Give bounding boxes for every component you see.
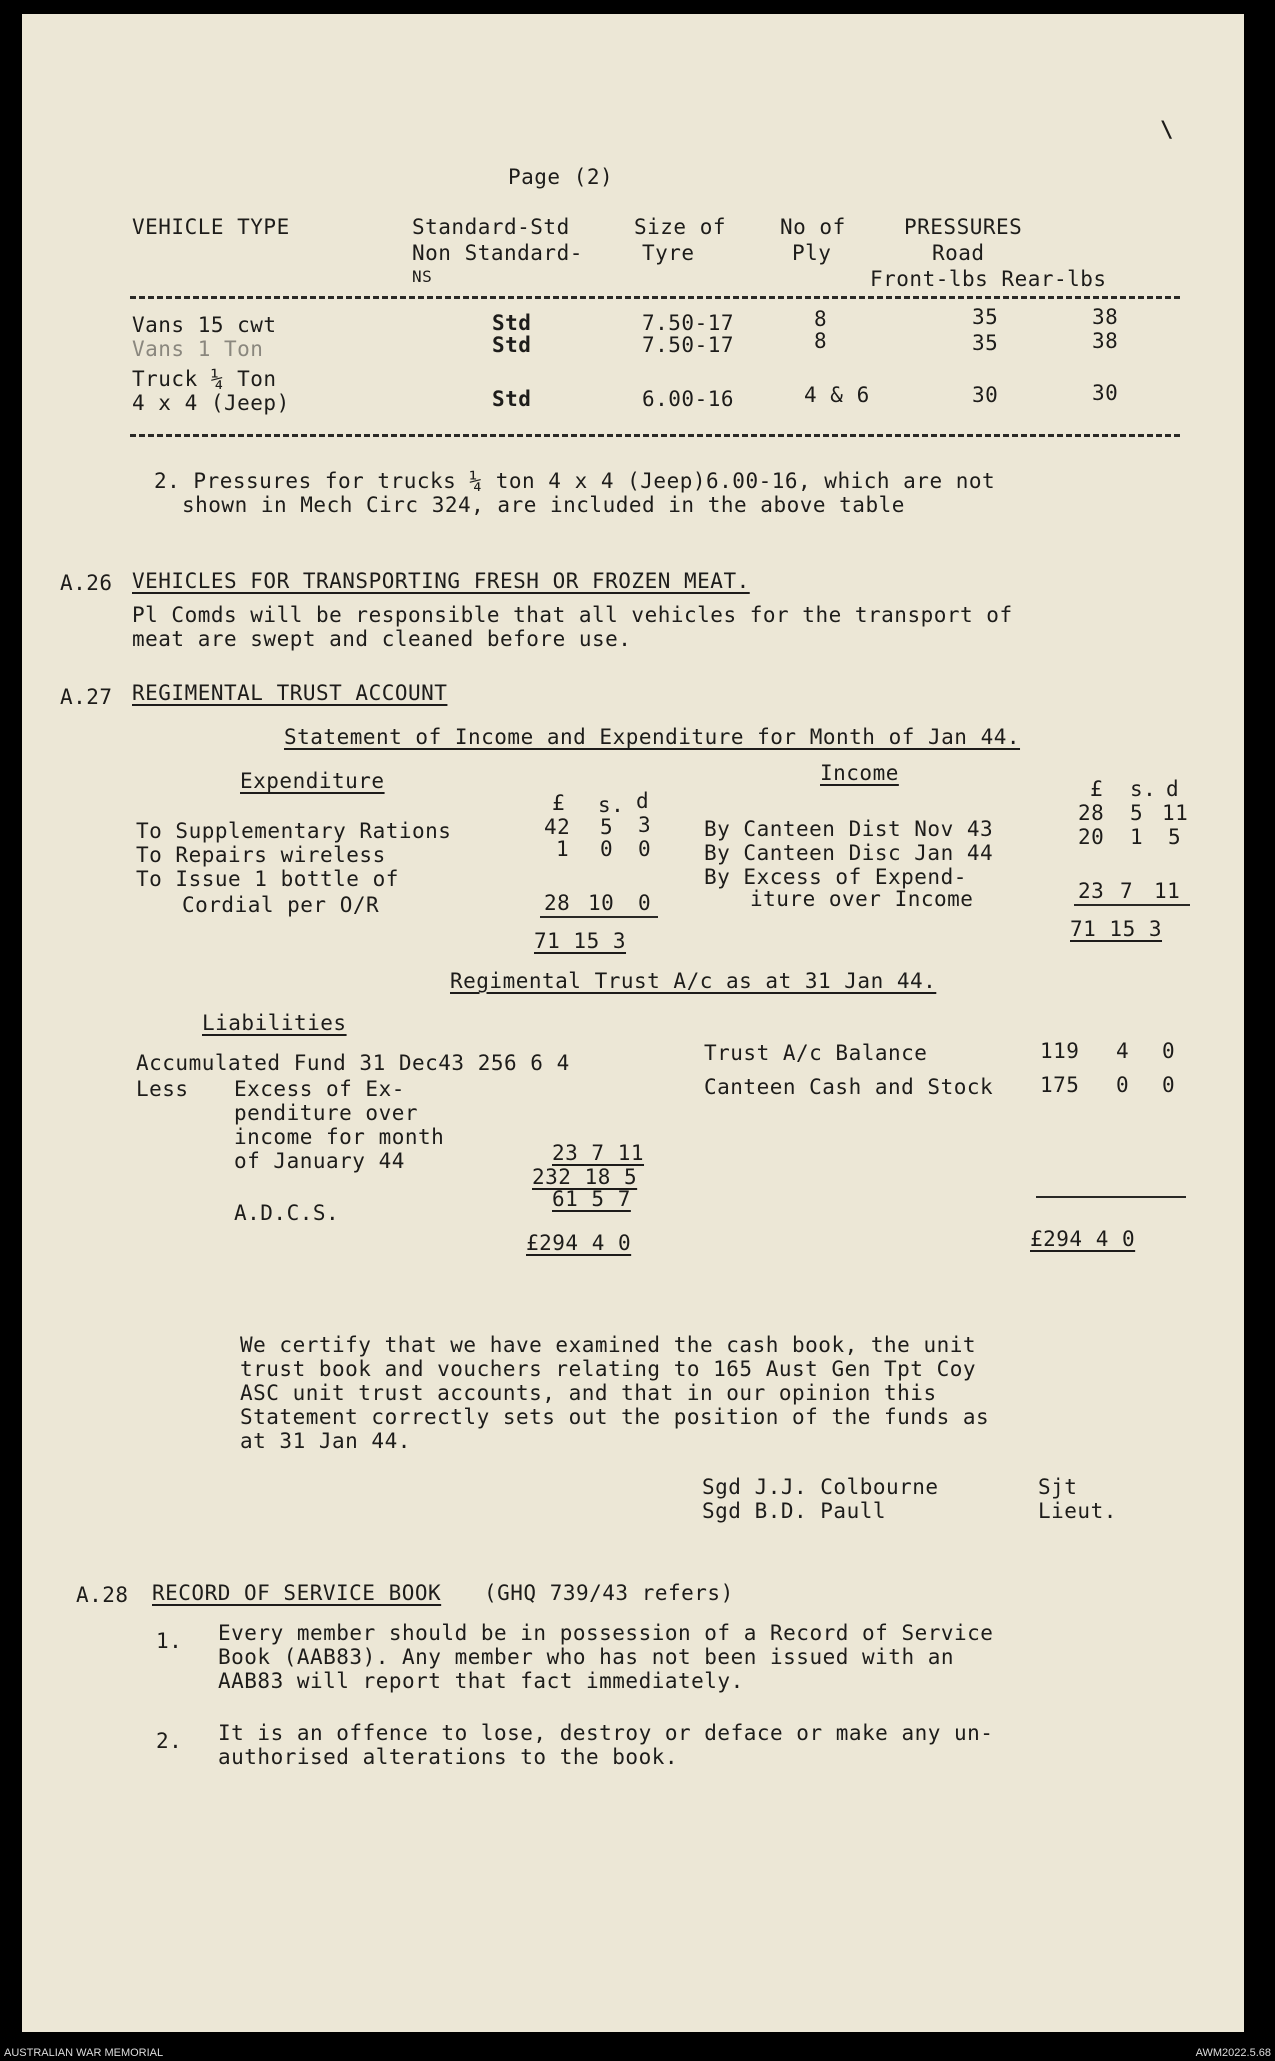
section-a28-title: RECORD OF SERVICE BOOK (152, 1581, 442, 1605)
page-label: Page (2) (508, 165, 614, 189)
section-a28-number: A.28 (76, 1583, 129, 1607)
row-front: 35 (972, 305, 999, 329)
section-a27-number: A.27 (60, 685, 113, 709)
liabilities-total: £294 4 0 (526, 1231, 632, 1255)
inc-label: By Canteen Disc Jan 44 (704, 841, 994, 865)
exp-l: 42 (544, 815, 571, 839)
col-standard-3: NS (412, 267, 433, 286)
row-std: Std (492, 333, 532, 357)
asset-d: 0 (1162, 1073, 1176, 1097)
exp-subtotal-rule (540, 916, 658, 918)
asset-s: 4 (1116, 1039, 1130, 1063)
col-standard: Standard-Std (412, 215, 570, 239)
row-front: 30 (972, 383, 999, 407)
section-a26-title: VEHICLES FOR TRANSPORTING FRESH OR FROZEN MEAT. (132, 569, 750, 593)
certify-line-5: at 31 Jan 44. (240, 1429, 411, 1453)
exp-s: 5 (600, 815, 614, 839)
asset-d: 0 (1162, 1039, 1176, 1063)
certify-line-1: We certify that we have examined the cash book, the unit (240, 1333, 977, 1357)
row-ply: 4 & 6 (804, 383, 870, 407)
row-std: Std (492, 311, 532, 335)
note-2-line-2: shown in Mech Circ 324, are included in the above table (182, 493, 905, 517)
row-rear: 30 (1092, 381, 1119, 405)
inc-d: 11 (1154, 879, 1181, 903)
inc-label: By Canteen Dist Nov 43 (704, 817, 994, 841)
exp-d: 0 (638, 891, 652, 915)
col-ply-2: Ply (792, 241, 832, 265)
exp-s: 10 (588, 891, 615, 915)
a28-item-1-number: 1. (156, 1629, 183, 1653)
col-front-rear: Front-lbs Rear-lbs (870, 267, 1107, 291)
inc-subtotal-rule (1074, 904, 1190, 906)
exp-l: 28 (544, 891, 571, 915)
signature-rank: Sjt (1038, 1475, 1078, 1499)
liab-line-4: income for month (234, 1125, 445, 1149)
inc-lsd-l: £ (1090, 777, 1104, 801)
row-type: Vans 1 Ton (132, 337, 264, 361)
row-size: 7.50-17 (642, 333, 735, 357)
row-type: 4 x 4 (Jeep) (132, 391, 290, 415)
liab-line-1: Accumulated Fund 31 Dec43 256 6 4 (136, 1051, 570, 1075)
exp-label: Cordial per O/R (182, 893, 380, 917)
assets-rule (1036, 1196, 1186, 1198)
col-vehicle-type: VEHICLE TYPE (132, 215, 290, 239)
asset-label: Canteen Cash and Stock (704, 1075, 994, 1099)
section-a26-line-2: meat are swept and cleaned before use. (132, 627, 632, 651)
assets-total: £294 4 0 (1030, 1227, 1136, 1251)
section-a28-ref: (GHQ 739/43 refers) (484, 1581, 734, 1605)
liab-line-3: penditure over (234, 1101, 419, 1125)
inc-d: 11 (1162, 801, 1189, 825)
col-road: Road (932, 241, 985, 265)
inc-s: 7 (1120, 879, 1134, 903)
row-type: Vans 15 cwt (132, 313, 277, 337)
a28-item-1-line: AAB83 will report that fact immediately. (218, 1669, 744, 1693)
certify-line-4: Statement correctly sets out the position of the funds as (240, 1405, 990, 1429)
expenditure-heading: Expenditure (240, 769, 385, 793)
inc-l: 28 (1078, 801, 1105, 825)
exp-d: 0 (638, 837, 652, 861)
exp-lsd-s: s. (598, 793, 625, 817)
table-rule-top (130, 296, 1180, 299)
liab-line-2: Excess of Ex- (234, 1077, 405, 1101)
note-2-line-1: 2. Pressures for trucks ¼ ton 4 x 4 (Jeep)6.00-16, which are not (154, 469, 996, 493)
row-rear: 38 (1092, 305, 1119, 329)
row-front: 35 (972, 331, 999, 355)
liabilities-heading: Liabilities (202, 1011, 347, 1035)
inc-l: 20 (1078, 825, 1105, 849)
inc-label: iture over Income (750, 887, 974, 911)
section-a26-line-1: Pl Comds will be responsible that all vehicles for the transport of (132, 603, 1013, 627)
document-page (22, 14, 1244, 2032)
income-total: 71 15 3 (1070, 917, 1163, 941)
exp-label: To Issue 1 bottle of (136, 867, 399, 891)
certify-line-3: ASC unit trust accounts, and that in our opinion this (240, 1381, 937, 1405)
row-ply: 8 (814, 329, 828, 353)
corner-mark: \ (1160, 118, 1174, 143)
col-standard-2: Non Standard- (412, 241, 583, 265)
exp-d: 3 (638, 813, 652, 837)
liab-subtotal-2: 232 18 5 (532, 1165, 638, 1189)
asset-s: 0 (1116, 1073, 1130, 1097)
exp-label: To Supplementary Rations (136, 819, 452, 843)
exp-lsd-l: £ (552, 791, 566, 815)
a28-item-2-number: 2. (156, 1729, 183, 1753)
a28-item-2-line: authorised alterations to the book. (218, 1745, 679, 1769)
adcs-label: A.D.C.S. (234, 1201, 340, 1225)
exp-l: 1 (556, 837, 570, 861)
a28-item-1-line: Book (AAB83). Any member who has not been issued with an (218, 1645, 955, 1669)
asset-l: 175 (1040, 1073, 1080, 1097)
row-size: 7.50-17 (642, 311, 735, 335)
row-rear: 38 (1092, 329, 1119, 353)
inc-lsd-d: d (1166, 777, 1180, 801)
income-heading: Income (820, 761, 899, 785)
inc-d: 5 (1168, 825, 1182, 849)
row-std: Std (492, 387, 532, 411)
certify-line-2: trust book and vouchers relating to 165 Aust Gen Tpt Coy (240, 1357, 977, 1381)
liab-line-5: of January 44 (234, 1149, 405, 1173)
liab-less: Less (136, 1077, 189, 1101)
asset-label: Trust A/c Balance (704, 1041, 928, 1065)
signature-name: Sgd B.D. Paull (702, 1499, 887, 1523)
exp-lsd-d: d (636, 789, 650, 813)
inc-lsd-s: s. (1130, 777, 1157, 801)
col-ply: No of (780, 215, 846, 239)
inc-l: 23 (1078, 879, 1105, 903)
inc-s: 1 (1130, 825, 1144, 849)
a28-item-2-line: It is an offence to lose, destroy or deface or make any un- (218, 1721, 994, 1745)
footer-accession: AWM2022.5.68 (1195, 2047, 1271, 2059)
table-rule-bottom (130, 434, 1180, 437)
asset-l: 119 (1040, 1039, 1080, 1063)
signature-rank: Lieut. (1038, 1499, 1117, 1523)
col-pressures: PRESSURES (904, 215, 1023, 239)
statement-title: Statement of Income and Expenditure for Month of Jan 44. (284, 725, 1021, 749)
liab-subtotal-1: 23 7 11 (552, 1141, 645, 1165)
footer-credit: AUSTRALIAN WAR MEMORIAL (4, 2047, 164, 2059)
row-size: 6.00-16 (642, 387, 735, 411)
inc-s: 5 (1130, 801, 1144, 825)
a28-item-1-line: Every member should be in possession of a Record of Service (218, 1621, 994, 1645)
section-a27-title: REGIMENTAL TRUST ACCOUNT (132, 681, 448, 705)
adcs-value: 61 5 7 (552, 1187, 631, 1211)
balance-title: Regimental Trust A/c as at 31 Jan 44. (450, 969, 937, 993)
section-a26-number: A.26 (60, 571, 113, 595)
signature-name: Sgd J.J. Colbourne (702, 1475, 939, 1499)
row-ply: 8 (814, 307, 828, 331)
exp-s: 0 (600, 837, 614, 861)
expenditure-total: 71 15 3 (534, 929, 627, 953)
col-size-2: Tyre (642, 241, 695, 265)
inc-label: By Excess of Expend- (704, 865, 967, 889)
row-type: Truck ¼ Ton (132, 367, 277, 391)
exp-label: To Repairs wireless (136, 843, 386, 867)
col-size: Size of (634, 215, 727, 239)
